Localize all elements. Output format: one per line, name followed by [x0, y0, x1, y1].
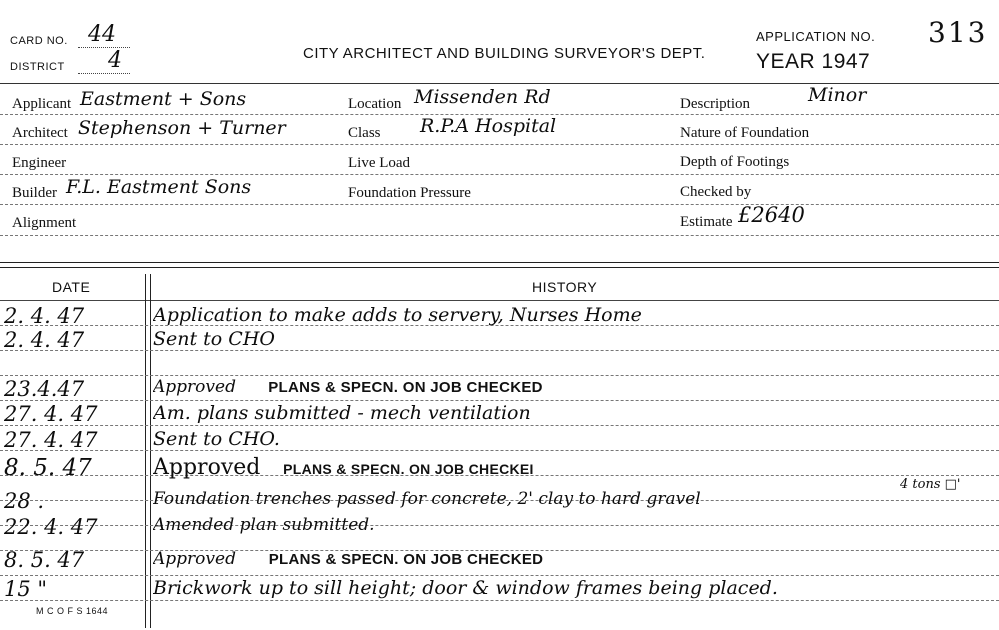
checked-stamp: PLANS & SPECN. ON JOB CHECKED [268, 551, 544, 568]
history-row [0, 548, 999, 571]
department-title: CITY ARCHITECT AND BUILDING SURVEYOR'S DEPT. [303, 45, 706, 62]
history-entry: Am. plans submitted - mech ventilation [153, 402, 531, 424]
history-entry: Brickwork up to sill height; door & window frames being placed. [153, 577, 778, 599]
history-date: 8. 5. 47 [4, 455, 92, 481]
application-number-value: 313 [928, 16, 988, 49]
history-date: 23.4.47 [4, 377, 85, 401]
history-entry: Amended plan submitted. [153, 515, 375, 535]
history-date: 2. 4. 47 [4, 304, 85, 328]
checked-stamp: PLANS & SPECN. ON JOB CHECKEI [283, 461, 534, 477]
history-row [0, 377, 999, 400]
history-entry: Foundation trenches passed for concrete, 2' clay to hard gravel [153, 489, 701, 509]
history-date: 22. 4. 47 [4, 515, 98, 539]
checked-stamp: PLANS & SPECN. ON JOB CHECKED [268, 379, 543, 396]
history-row [0, 428, 999, 451]
applicant-label: Applicant [12, 96, 72, 112]
depth-of-footings-label: Depth of Footings [680, 154, 790, 170]
location-value: Missenden Rd [414, 86, 551, 108]
history-row [0, 577, 999, 600]
history-row [0, 328, 999, 351]
checked-by-label: Checked by [680, 184, 752, 200]
history-row [0, 455, 999, 481]
description-label: Description [680, 96, 750, 112]
card-number-value: 44 [88, 22, 116, 47]
engineer-label: Engineer [12, 155, 67, 171]
date-column-header: DATE [52, 279, 91, 295]
class-label: Class [348, 125, 381, 141]
live-load-label: Live Load [348, 155, 411, 171]
architect-value: Stephenson + Turner [78, 117, 286, 139]
architect-label: Architect [12, 125, 68, 141]
margin-note: 4 tons □' [900, 477, 961, 492]
foundation-pressure-label: Foundation Pressure [348, 185, 471, 201]
location-label: Location [348, 96, 402, 112]
history-row [0, 402, 999, 425]
history-date: 27. 4. 47 [4, 428, 98, 452]
year-label: YEAR 1947 [756, 50, 871, 73]
builder-value: F.L. Eastment Sons [66, 176, 252, 198]
history-date: 15 " [4, 577, 48, 601]
district-label: DISTRICT [10, 61, 65, 73]
estimate-label: Estimate [680, 214, 733, 230]
history-date: 28 . [4, 489, 45, 513]
history-entry: Sent to CHO [153, 328, 275, 350]
description-value: Minor [808, 84, 867, 106]
nature-of-foundation-label: Nature of Foundation [680, 125, 810, 141]
history-entry: Approved [153, 455, 261, 480]
applicant-value: Eastment + Sons [80, 88, 247, 110]
history-date: 2. 4. 47 [4, 328, 85, 352]
history-entry: Approved [153, 549, 236, 569]
alignment-label: Alignment [12, 215, 77, 231]
application-number-label: APPLICATION NO. [756, 29, 876, 44]
estimate-value: £2640 [738, 203, 805, 227]
history-entry: Application to make adds to servery, Nurses Home [153, 304, 642, 326]
form-code: M C O F S 1644 [36, 606, 109, 616]
history-date: 8. 5. 47 [4, 548, 85, 572]
history-entry: Sent to CHO. [153, 428, 280, 450]
history-row [0, 304, 999, 327]
builder-label: Builder [12, 185, 57, 201]
district-value: 4 [108, 48, 122, 73]
card-number-label: CARD NO. [10, 35, 68, 47]
history-row [0, 515, 999, 538]
class-value: R.P.A Hospital [420, 115, 557, 137]
history-entry: Approved [153, 377, 236, 397]
history-row [0, 489, 999, 512]
history-date: 27. 4. 47 [4, 402, 98, 426]
history-column-header: HISTORY [532, 279, 598, 295]
